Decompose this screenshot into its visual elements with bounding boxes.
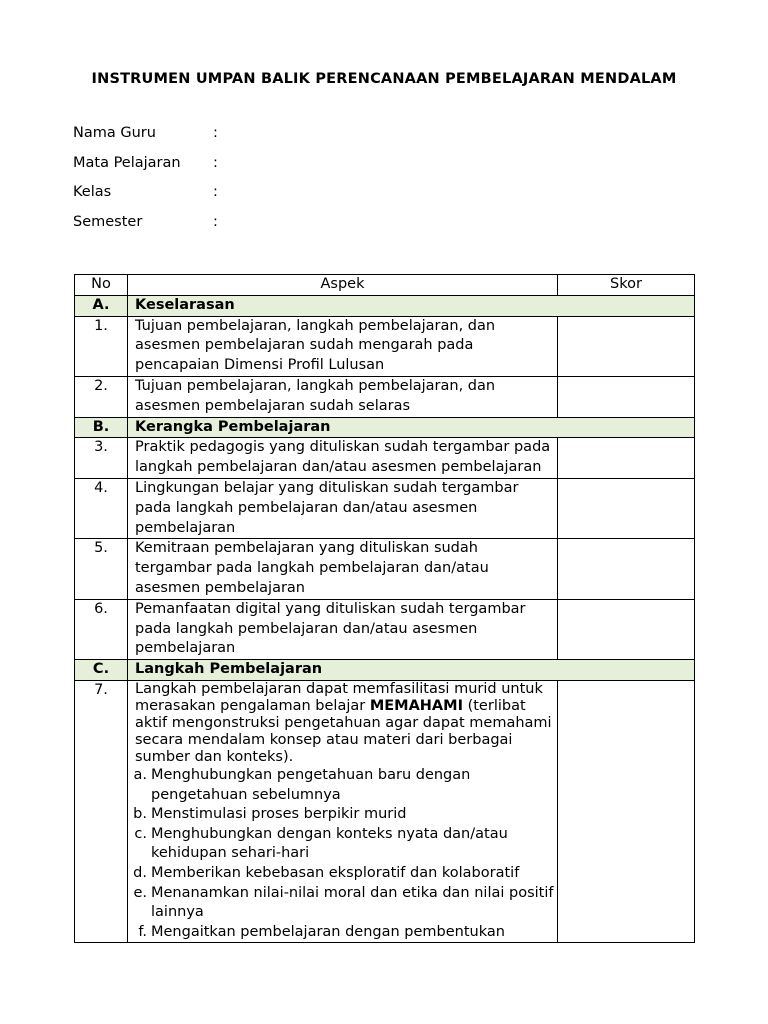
sub-item-text: Mengaitkan pembelajaran dengan pembentukan — [151, 923, 505, 940]
row-number: 6. — [75, 599, 128, 659]
item-intro — [135, 681, 557, 766]
info-separator: : — [213, 125, 218, 141]
score-cell[interactable] — [558, 478, 695, 538]
list-item — [135, 884, 557, 923]
sub-item-list — [135, 766, 557, 942]
table-row — [75, 539, 695, 599]
info-row-mata-pelajaran — [73, 155, 218, 185]
table-row — [75, 376, 695, 417]
row-number: 7. — [75, 680, 128, 942]
score-cell[interactable] — [558, 539, 695, 599]
row-aspect-text: Pemanfaatan digital yang dituliskan sudah tergambar pada langkah pembelajaran dan/atau asesmen pembelajaran — [128, 599, 558, 659]
list-item — [135, 805, 557, 825]
table-header-row — [75, 275, 695, 296]
section-title: Kerangka Pembelajaran — [128, 417, 695, 438]
section-code: A. — [75, 295, 128, 316]
sub-item-text: Menghubungkan dengan konteks nyata dan/atau kehidupan sehari-hari — [151, 825, 508, 862]
row-aspect-text: Tujuan pembelajaran, langkah pembelajaran, dan asesmen pembelajaran sudah selaras — [128, 376, 558, 417]
table-row — [75, 438, 695, 479]
info-separator: : — [213, 184, 218, 200]
section-row-b — [75, 417, 695, 438]
section-title: Langkah Pembelajaran — [128, 660, 695, 681]
table-row — [75, 316, 695, 376]
document-title: INSTRUMEN UMPAN BALIK PERENCANAAN PEMBELAJARAN MENDALAM — [91, 71, 677, 87]
sub-item-letter: f. — [138, 923, 147, 940]
intro-emphasis: MEMAHAMI — [369, 697, 463, 714]
header-aspek: Aspek — [128, 275, 558, 296]
section-code: C. — [75, 660, 128, 681]
table-row — [75, 599, 695, 659]
row-number: 5. — [75, 539, 128, 599]
info-label: Kelas — [73, 184, 112, 200]
row-number: 2. — [75, 376, 128, 417]
score-cell[interactable] — [558, 599, 695, 659]
score-cell[interactable] — [558, 376, 695, 417]
row-aspect-text: Tujuan pembelajaran, langkah pembelajaran, dan asesmen pembelajaran sudah mengarah pada pencapaian Dimensi Profil Lulusan — [128, 316, 558, 376]
identity-fields — [73, 125, 218, 243]
section-code: B. — [75, 417, 128, 438]
list-item — [135, 923, 557, 943]
header-no: No — [75, 275, 128, 296]
table-row — [75, 478, 695, 538]
list-item — [135, 825, 557, 864]
list-item — [135, 864, 557, 884]
info-label: Nama Guru — [73, 125, 156, 141]
row-aspect-text — [128, 680, 558, 942]
section-row-a — [75, 295, 695, 316]
row-aspect-text: Kemitraan pembelajaran yang dituliskan sudah tergambar pada langkah pembelajaran dan/atau asesmen pembelajaran — [128, 539, 558, 599]
score-cell[interactable] — [558, 438, 695, 479]
intro-text: Langkah pembelajaran dapat memfasilitasi murid untuk merasakan pengalaman belajar — [135, 680, 543, 714]
row-number: 4. — [75, 478, 128, 538]
row-number: 3. — [75, 438, 128, 479]
sub-item-text: Memberikan kebebasan eksploratif dan kolaboratif — [151, 864, 520, 881]
header-skor: Skor — [558, 275, 695, 296]
table-row — [75, 680, 695, 942]
sub-item-letter: c. — [134, 825, 147, 842]
sub-item-letter: d. — [133, 864, 147, 881]
sub-item-letter: a. — [133, 766, 147, 783]
intro-text-cont: (terlibat aktif mengonstruksi pengetahuan agar dapat memahami secara mendalam konsep atau materi dari berbagai sumber dan konteks). — [135, 697, 552, 765]
info-row-semester — [73, 214, 218, 244]
row-aspect-text: Lingkungan belajar yang dituliskan sudah tergambar pada langkah pembelajaran dan/atau asesmen pembelajaran — [128, 478, 558, 538]
info-label: Semester — [73, 213, 143, 230]
section-row-c — [75, 660, 695, 681]
info-label: Mata Pelajaran — [73, 154, 181, 171]
section-title: Keselarasan — [128, 295, 695, 316]
score-cell[interactable] — [558, 316, 695, 376]
sub-item-letter: b. — [133, 806, 147, 823]
row-aspect-text: Praktik pedagogis yang dituliskan sudah tergambar pada langkah pembelajaran dan/atau asesmen pembelajaran — [128, 438, 558, 479]
sub-item-text: Menanamkan nilai-nilai moral dan etika dan nilai positif lainnya — [151, 884, 554, 921]
sub-item-text: Menghubungkan pengetahuan baru dengan pengetahuan sebelumnya — [151, 766, 471, 803]
list-item — [135, 766, 557, 805]
info-separator: : — [213, 154, 218, 171]
info-row-nama-guru — [73, 125, 218, 155]
row-number: 1. — [75, 316, 128, 376]
score-cell[interactable] — [558, 680, 695, 942]
sub-item-text: Menstimulasi proses berpikir murid — [151, 806, 407, 823]
info-separator: : — [213, 213, 218, 230]
sub-item-letter: e. — [133, 884, 147, 901]
info-row-kelas — [73, 184, 218, 214]
assessment-table — [74, 274, 695, 943]
